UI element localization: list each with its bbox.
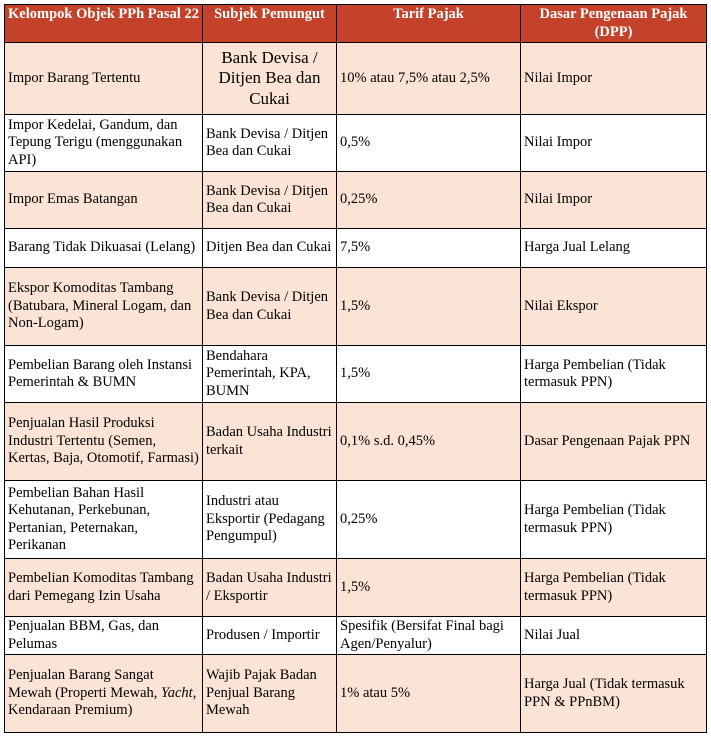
header-objek: Kelompok Objek PPh Pasal 22 xyxy=(5,5,203,43)
cell-objek: Penjualan Hasil Produksi Industri Tertentu (Semen, Kertas, Baja, Otomotif, Farmasi) xyxy=(5,403,203,481)
table-row xyxy=(5,403,707,481)
cell-tarif: 10% atau 7,5% atau 2,5% xyxy=(337,43,521,115)
cell-dpp: Harga Pembelian (Tidak termasuk PPN) xyxy=(521,481,707,559)
cell-subjek: Ditjen Bea dan Cukai xyxy=(203,229,337,268)
cell-subjek: Badan Usaha Industri terkait xyxy=(203,403,337,481)
cell-subjek: Wajib Pajak Badan Penjual Barang Mewah xyxy=(203,655,337,733)
table-row xyxy=(5,115,707,172)
cell-tarif: 1,5% xyxy=(337,559,521,617)
cell-objek: Pembelian Barang oleh Instansi Pemerintah & BUMN xyxy=(5,346,203,403)
cell-dpp: Harga Pembelian (Tidak termasuk PPN) xyxy=(521,559,707,617)
cell-dpp: Nilai Jual xyxy=(521,617,707,655)
cell-tarif: 0,25% xyxy=(337,172,521,229)
table-row xyxy=(5,229,707,268)
header-subjek: Subjek Pemungut xyxy=(203,5,337,43)
objek-text-1: Penjualan Barang Sangat Mewah (Properti Mewah, xyxy=(8,667,162,701)
cell-dpp: Dasar Pengenaan Pajak PPN xyxy=(521,403,707,481)
cell-objek: Pembelian Bahan Hasil Kehutanan, Perkebunan, Pertanian, Peternakan, Perikanan xyxy=(5,481,203,559)
cell-tarif: 7,5% xyxy=(337,229,521,268)
cell-dpp: Nilai Impor xyxy=(521,115,707,172)
table-row xyxy=(5,559,707,617)
pph22-table xyxy=(4,4,707,733)
cell-subjek: Bank Devisa / Ditjen Bea dan Cukai xyxy=(203,115,337,172)
table-row xyxy=(5,172,707,229)
cell-dpp: Nilai Ekspor xyxy=(521,268,707,346)
cell-objek: Impor Kedelai, Gandum, dan Tepung Terigu (menggunakan API) xyxy=(5,115,203,172)
cell-subjek: Produsen / Importir xyxy=(203,617,337,655)
cell-subjek: Bank Devisa / Ditjen Bea dan Cukai xyxy=(203,268,337,346)
cell-dpp: Nilai Impor xyxy=(521,172,707,229)
cell-tarif: 1% atau 5% xyxy=(337,655,521,733)
table-row xyxy=(5,617,707,655)
table-row xyxy=(5,481,707,559)
cell-objek: Impor Emas Batangan xyxy=(5,172,203,229)
objek-text-yacht: Yacht xyxy=(161,684,193,701)
cell-tarif: 0,1% s.d. 0,45% xyxy=(337,403,521,481)
top-crop-edge xyxy=(0,0,711,4)
cell-dpp: Harga Jual Lelang xyxy=(521,229,707,268)
cell-tarif: 1,5% xyxy=(337,268,521,346)
cell-subjek: Bank Devisa / Ditjen Bea dan Cukai xyxy=(203,43,337,115)
cell-objek xyxy=(5,655,203,733)
cell-dpp: Harga Jual (Tidak termasuk PPN & PPnBM) xyxy=(521,655,707,733)
objek-text-2: , Kendaraan Premium) xyxy=(8,684,197,719)
cell-dpp: Harga Pembelian (Tidak termasuk PPN) xyxy=(521,346,707,403)
cell-tarif: 1,5% xyxy=(337,346,521,403)
cell-objek: Impor Barang Tertentu xyxy=(5,43,203,115)
table-row xyxy=(5,268,707,346)
cell-tarif: Spesifik (Bersifat Final bagi Agen/Penyalur) xyxy=(337,617,521,655)
cell-objek: Penjualan BBM, Gas, dan Pelumas xyxy=(5,617,203,655)
header-dpp: Dasar Pengenaan Pajak (DPP) xyxy=(521,5,707,43)
cell-dpp: Nilai Impor xyxy=(521,43,707,115)
cell-subjek: Bank Devisa / Ditjen Bea dan Cukai xyxy=(203,172,337,229)
cell-subjek: Bendahara Pemerintah, KPA, BUMN xyxy=(203,346,337,403)
cell-subjek: Badan Usaha Industri / Eksportir xyxy=(203,559,337,617)
table-row xyxy=(5,43,707,115)
cell-tarif: 0,25% xyxy=(337,481,521,559)
cell-tarif: 0,5% xyxy=(337,115,521,172)
cell-subjek: Industri atau Eksportir (Pedagang Pengumpul) xyxy=(203,481,337,559)
header-tarif: Tarif Pajak xyxy=(337,5,521,43)
cell-objek: Barang Tidak Dikuasai (Lelang) xyxy=(5,229,203,268)
table-row xyxy=(5,346,707,403)
header-row xyxy=(5,5,707,43)
cell-objek: Ekspor Komoditas Tambang (Batubara, Mineral Logam, dan Non-Logam) xyxy=(5,268,203,346)
cell-objek: Pembelian Komoditas Tambang dari Pemegang Izin Usaha xyxy=(5,559,203,617)
table-row xyxy=(5,655,707,733)
